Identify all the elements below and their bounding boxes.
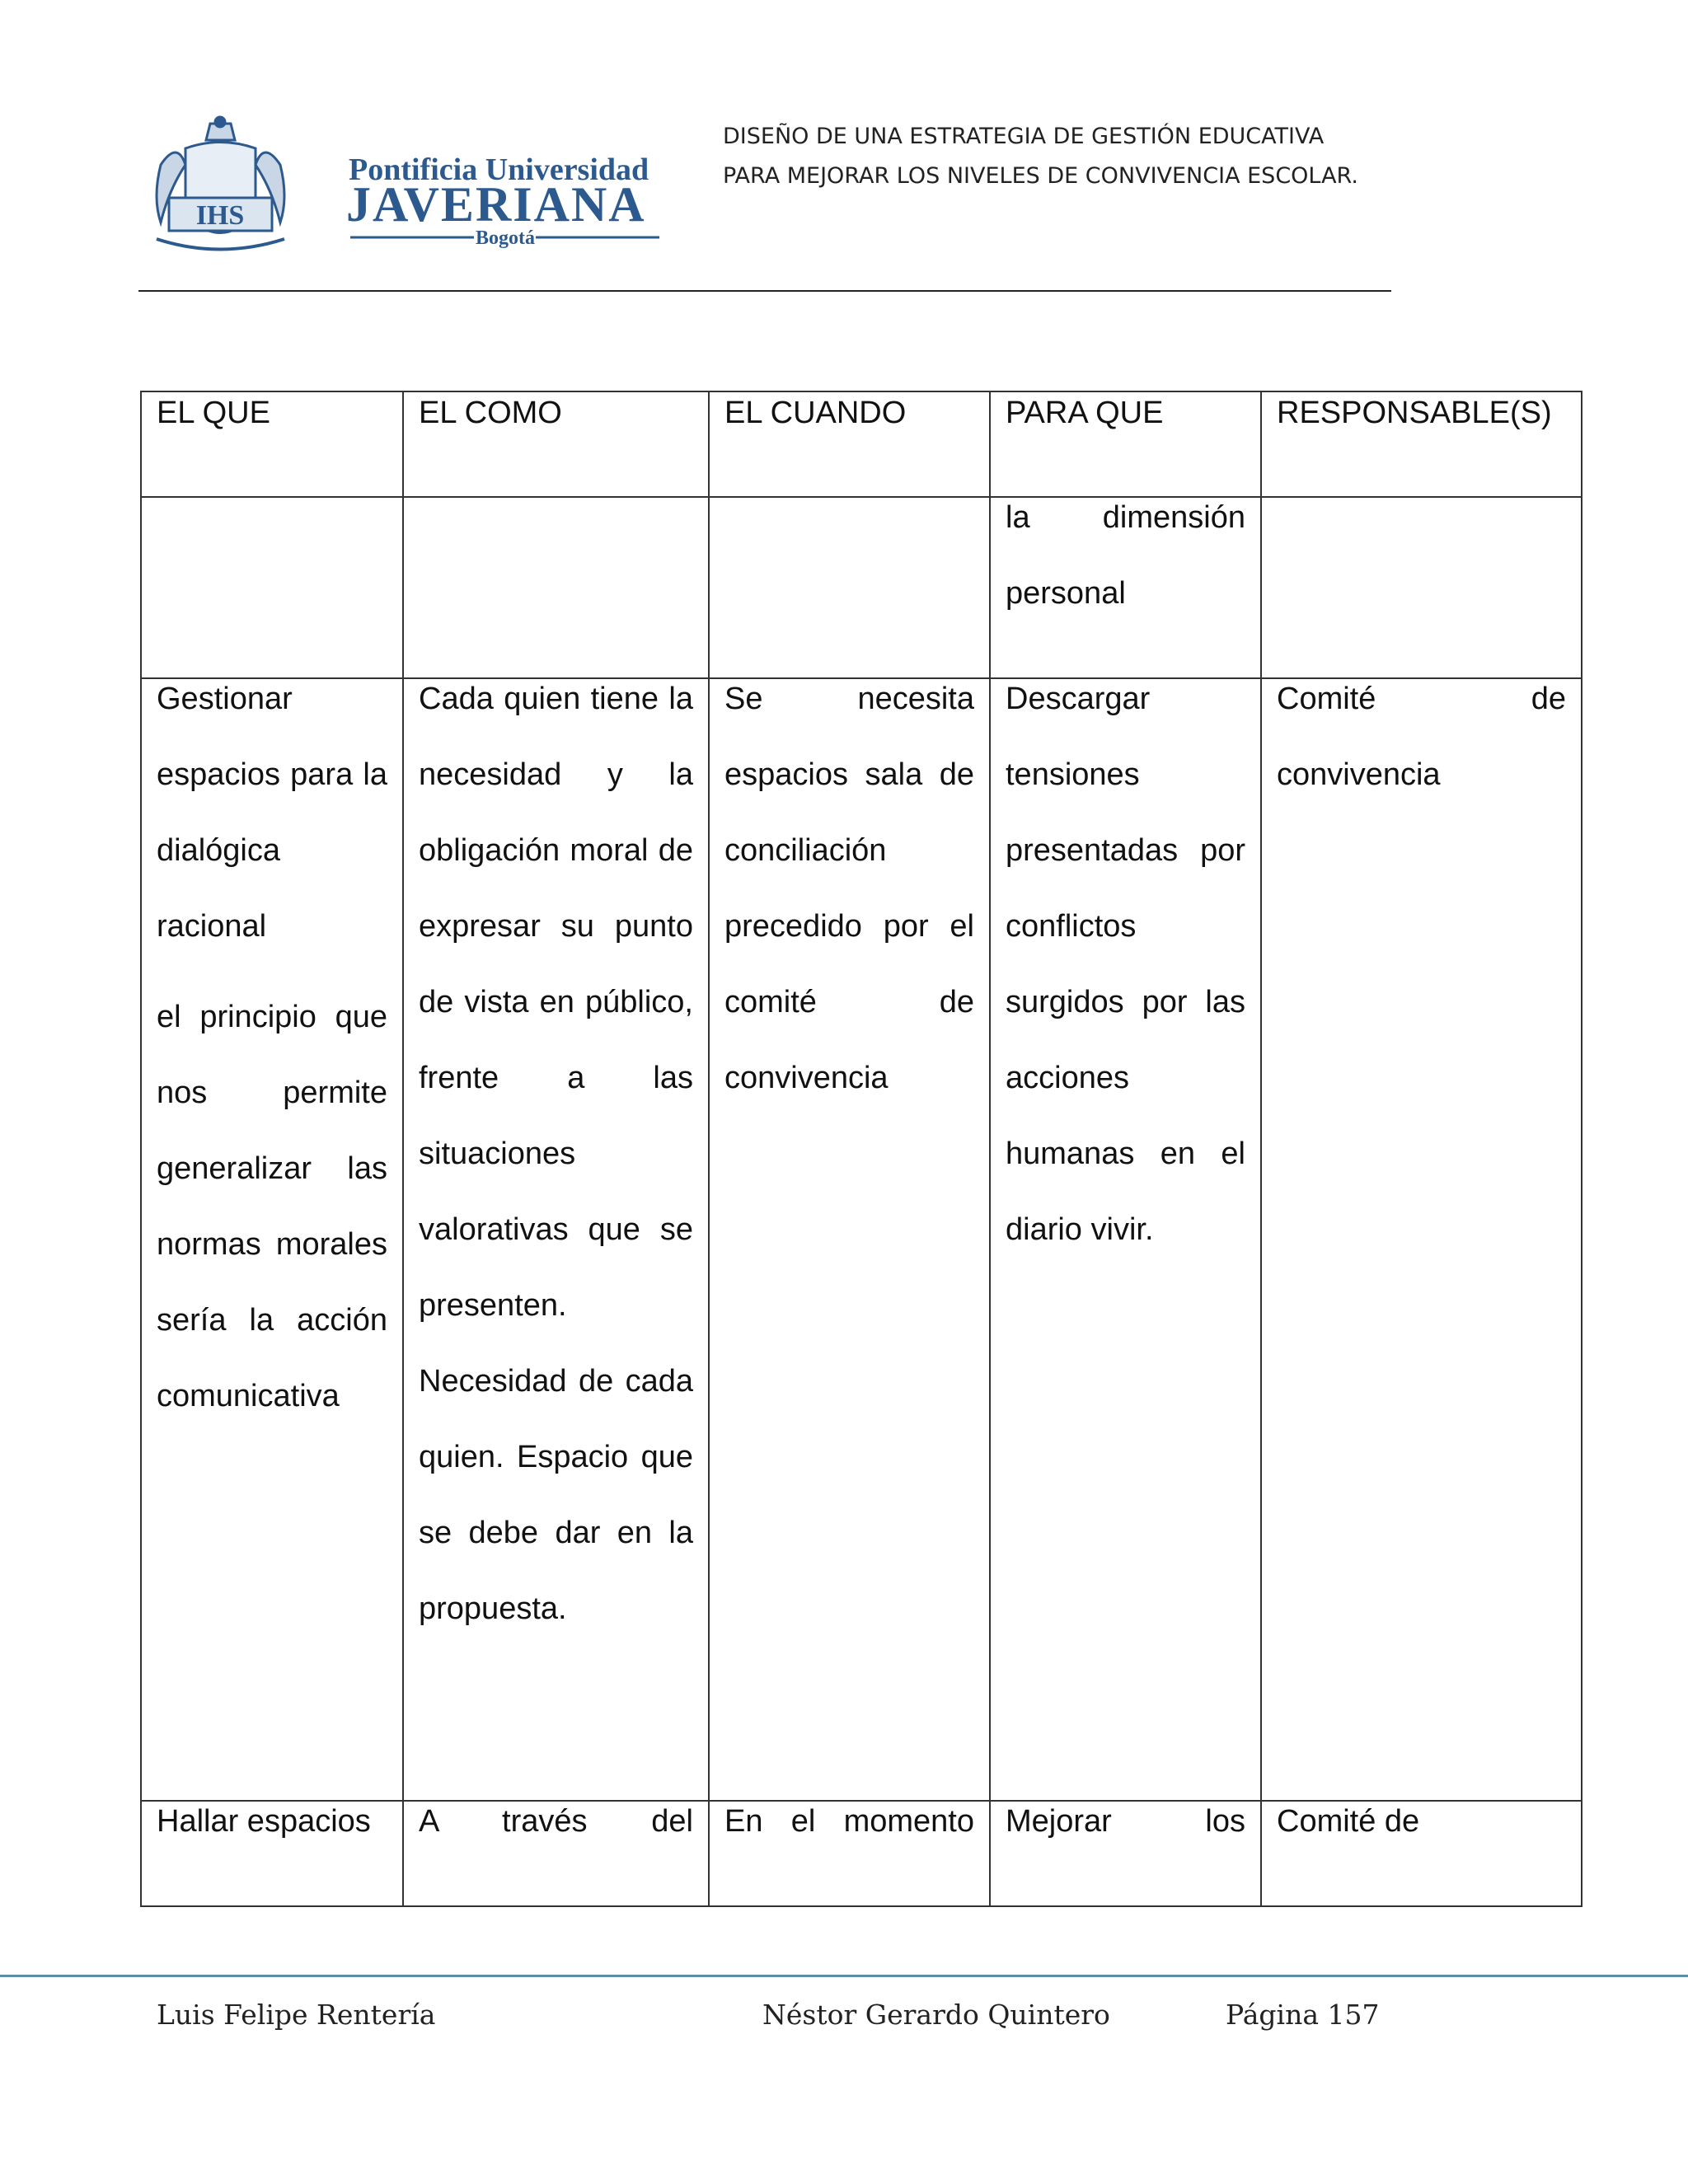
table-cell: [990, 678, 1261, 1801]
table-cell: [709, 497, 990, 678]
cell-paragraph: Descargar tensiones presentadas por conflictos surgidos por las acciones humanas en el diario vivir.: [1006, 682, 1245, 1247]
header-title-line1: DISEÑO DE UNA ESTRATEGIA DE GESTIÓN EDUCATIVA: [723, 124, 1325, 149]
document-header-title: [723, 117, 1358, 196]
footer-author1: Luis Felipe Rentería: [157, 1999, 436, 2031]
header-divider: [138, 290, 1391, 292]
table-row: [141, 678, 1582, 1801]
cell-paragraph: Necesidad de cada quien. Espacio que se debe dar en la propuesta.: [419, 1364, 693, 1626]
cell-paragraph: Mejorar los: [1006, 1804, 1245, 1839]
table-cell: [709, 678, 990, 1801]
table-cell: [1261, 678, 1582, 1801]
cell-paragraph: Comité de: [1277, 1804, 1420, 1839]
cell-paragraph: En el momento: [724, 1804, 974, 1839]
table-cell: [141, 678, 403, 1801]
logo-line3: Bogotá: [476, 227, 535, 249]
cell-paragraph: A través del: [419, 1804, 693, 1839]
table-cell: [990, 1801, 1261, 1906]
cell-paragraph: la dimensión: [1006, 500, 1245, 535]
column-header-el-que: EL QUE: [141, 391, 403, 497]
table-cell: [990, 497, 1261, 678]
table-cell: [1261, 497, 1582, 678]
table-header-row: [141, 391, 1582, 497]
column-header-responsables: RESPONSABLE(S): [1261, 391, 1582, 497]
table-row: [141, 497, 1582, 678]
table-row: [141, 1801, 1582, 1906]
table-cell: [1261, 1801, 1582, 1906]
table-cell: [709, 1801, 990, 1906]
logo-emblem-text: IHS: [195, 200, 245, 231]
logo-line2: JAVERIANA: [346, 177, 646, 232]
table-cell: [141, 1801, 403, 1906]
cell-paragraph: Se necesita espacios sala de conciliación precedido por el comité de convivencia: [724, 682, 974, 1095]
column-header-el-como: EL COMO: [403, 391, 709, 497]
cell-paragraph: el principio que nos permite generalizar las normas morales sería la acción comunicativa: [157, 1000, 387, 1413]
logo-line1: Pontificia Universidad: [349, 152, 649, 187]
strategy-table: [140, 391, 1582, 1907]
university-logo: [152, 115, 663, 264]
table-cell: [141, 497, 403, 678]
table-cell: [403, 678, 709, 1801]
footer-author2: Néstor Gerardo Quintero: [762, 1999, 1110, 2031]
table-cell: [403, 497, 709, 678]
cell-paragraph: Comité de convivencia: [1277, 682, 1566, 792]
header-title-line2: PARA MEJORAR LOS NIVELES DE CONVIVENCIA ESCOLAR.: [723, 163, 1358, 189]
column-header-el-cuando: EL CUANDO: [709, 391, 990, 497]
cell-paragraph: Hallar espacios: [157, 1804, 371, 1839]
footer-divider: [0, 1975, 1688, 1977]
table-cell: [403, 1801, 709, 1906]
column-header-para-que: PARA QUE: [990, 391, 1261, 497]
cell-paragraph: personal: [1006, 576, 1126, 611]
cell-paragraph: Gestionar espacios para la dialógica racional: [157, 682, 387, 944]
cell-paragraph: Cada quien tiene la necesidad y la obligación moral de expresar su punto de vista en público, frente a las situaciones valorativas que se presenten.: [419, 682, 693, 1323]
footer-page-number: Página 157: [1226, 1999, 1380, 2031]
